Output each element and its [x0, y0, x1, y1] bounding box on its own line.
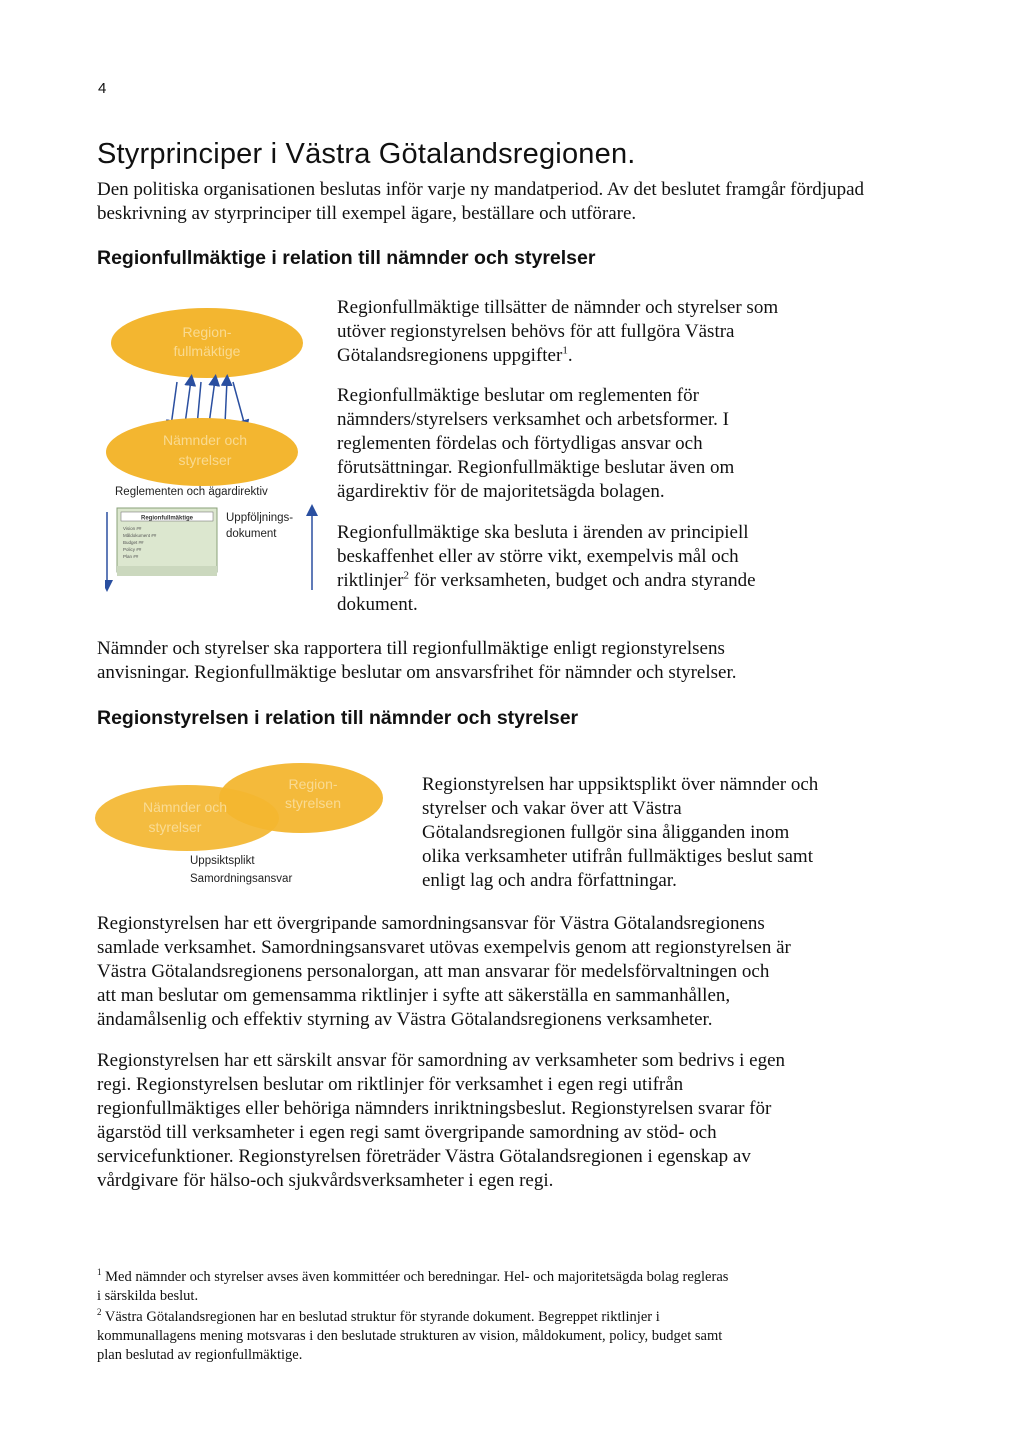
ellipse-text-rs-1: Region- — [288, 776, 338, 792]
doc-line: Vision ## — [123, 526, 142, 531]
doc-line: Plan ## — [123, 554, 139, 559]
rf-diagram-graphic — [105, 300, 330, 600]
ellipse-text-top-1: Region- — [182, 324, 232, 340]
label-uppsikt-samordning: Uppsiktsplikt Samordningsansvar — [190, 855, 293, 885]
label-reglementen: Reglementen och ägardirektiv — [115, 486, 268, 498]
doc-line: Budget ## — [123, 540, 144, 545]
footnote-2: $^2$ Västra Götalandsregionen har en beslutad struktur för styrande dokument. Begreppet riktlinjer i kommunallagens mening motsvaras i den beslutade strukturen av vision, måldokument, policy, budget samt plan beslutad av regionfullmäktige. — [97, 1307, 723, 1363]
ellipse-text-bottom-1: Nämnder och — [162, 432, 248, 448]
section1-text-column — [337, 296, 897, 617]
footnote-ref-2: 2 — [403, 569, 409, 582]
rf-paragraph-4: Nämnder och styrelser ska rapportera till regionfullmäktige enligt regionstyrelsens anvisningar. Regionfullmäktige beslutar om ansvarsfrihet för nämnder och styrelser. — [97, 638, 737, 683]
rs-paragraph-1: Regionstyrelsen har uppsiktsplikt över nämnder och styrelser och vakar över att Västra Götalandsregionen fullgör sina åligganden inom olika verksamheter utifrån fullmäktiges beslut samt enligt lag och andra författningar. — [422, 774, 819, 891]
rf-paragraph-1: Regionfullmäktige tillsätter de nämnder och styrelser som utöver regionstyrelsen behövs för att fullgöra Västra Götalandsregionens uppgifter$^1$. — [337, 297, 779, 366]
rs-paragraph-3: Regionstyrelsen har ett särskilt ansvar för samordning av verksamheter som bedrivs i egen regi. Regionstyrelsen beslutar om riktlinjer för verksamhet i egen regi utifrån regionfullmäktiges eller behöriga nämnders inriktningsbeslut. Regionstyrelsen svarar för ägarstöd till verksamheter i egen regi samt övergripande samordning av stöd- och servicefunktioner. Regionstyrelsen företräder Västra Götalandsregionen i egenskap av vårdgivare för hälso-och sjukvårdsverksamheter i egen regi. — [97, 1050, 786, 1191]
doc-line: Måldokument ## — [123, 533, 157, 538]
rf-paragraph-3: Regionfullmäktige ska besluta i ärenden av principiell beskaffenhet eller av större vikt, exempelvis mål och riktlinjer$^2$ för verksamheten, budget och andra styrande dokument. — [337, 522, 756, 615]
doc-line: Policy ## — [123, 547, 142, 552]
rf-paragraph-2: Regionfullmäktige beslutar om reglementen för nämnders/styrelsers verksamhet och arbetsformer. I reglementen fördelas och förtydligas ansvar och förutsättningar. Regionfullmäktige beslutar även om ägardirektiv för de majoritetsägda bolagen. — [337, 385, 735, 502]
ellipse-text-bottom-2: styrelser — [178, 452, 232, 468]
doc-title: Regionfullmäktige — [140, 515, 194, 522]
ellipse-text-rs-2: styrelsen — [284, 795, 342, 811]
section2-heading: Regionstyrelsen i relation till nämnder och styrelser — [97, 707, 579, 729]
ellipse-text-ns-1: Nämnder och — [142, 799, 228, 815]
footnote-ref-1: 1 — [562, 344, 568, 357]
rs-paragraph-2: Regionstyrelsen har ett övergripande samordningsansvar för Västra Götalandsregionens samlade verksamhet. Samordningsansvaret utövas exempelvis genom att regionstyrelsen är Västra Götalandsregionens personalorgan, att man ansvarar för medelsförvaltningen och att man beslutar om gemensamma riktlinjer i syfte att säkerställa en sammanhållen, ändamålsenlig och effektiv styrning av Västra Götalandsregionens verksamheter. — [97, 913, 791, 1030]
rs-diagram — [95, 760, 395, 890]
ellipse-text-top-2: fullmäktige — [173, 343, 241, 359]
ellipse-namnder-styrelser-2 — [95, 785, 279, 851]
page-number: 4 — [98, 80, 107, 97]
rf-diagram — [105, 300, 330, 600]
section1-heading: Regionfullmäktige i relation till nämnder och styrelser — [97, 247, 596, 269]
footnote-1: $^1$ Med nämnder och styrelser avses även kommittéer och beredningar. Hel- och majoritetsägda bolag regleras i särskilda beslut. — [97, 1267, 729, 1304]
label-uppfoljning: Uppföljnings- dokument — [226, 512, 294, 540]
ellipse-text-ns-2: styrelser — [148, 819, 202, 835]
intro-paragraph: Den politiska organisationen beslutas inför varje ny mandatperiod. Av det beslutet framgår fördjupad beskrivning av styrprinciper till exempel ägare, beställare och utförare. — [97, 179, 865, 224]
page-title: Styrprinciper i Västra Götalandsregionen. — [97, 138, 636, 170]
